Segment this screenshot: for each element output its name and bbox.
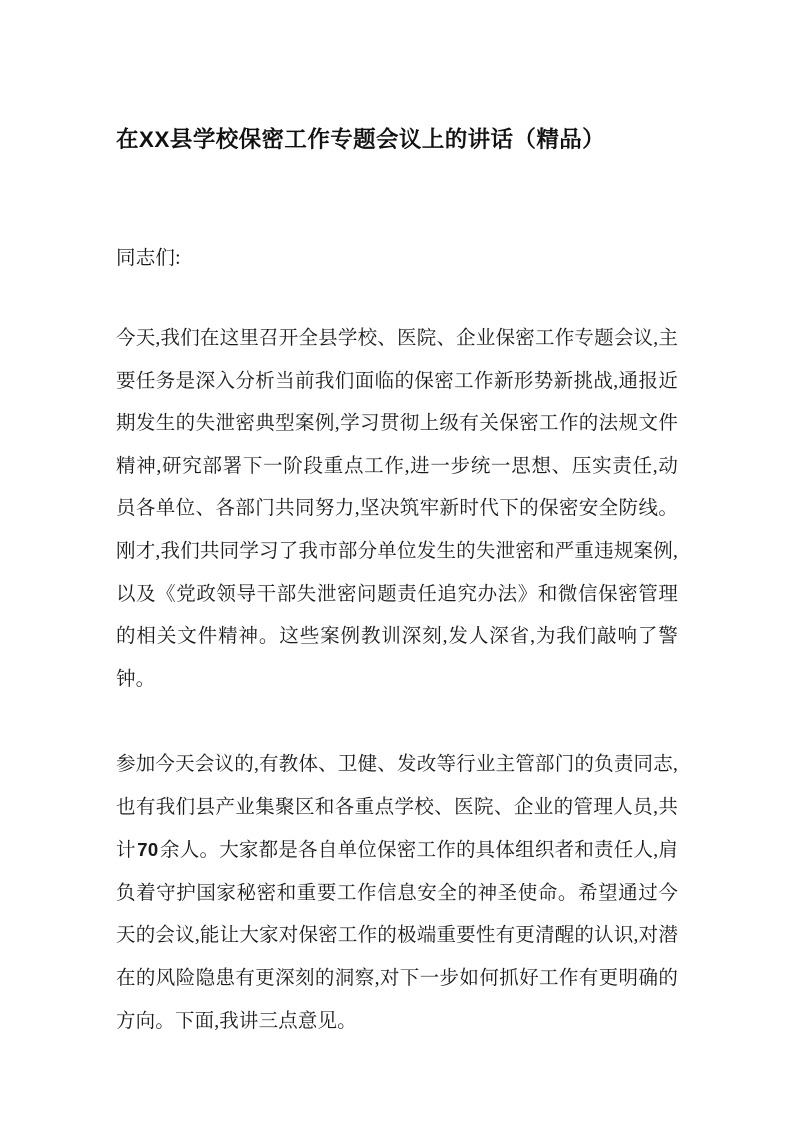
paragraph-2-text-after-count: 余人。大家都是各自单位保密工作的具体组织者和责任人,肩负着守护国家秘密和重要工作信息安全的神圣使命。希望通过今天的会议,能让大家对保密工作的极端重要性有更清醒的认识,对潜在的风险隐患有更深刻的洞察,对下一步如何抓好工作有更明确的方向。下面,我讲三点意见。 bbox=[116, 840, 678, 1032]
salutation: 同志们: bbox=[116, 248, 181, 269]
paragraph-2-text-before-count: 参加今天会议的,有教体、卫健、发改等行业主管部门的负责同志,也有我们县产业集聚区和各重点学校、医院、企业的管理人员,共计 bbox=[116, 754, 678, 862]
title-suffix: 县学校保密工作专题会议上的讲话（精品） bbox=[169, 127, 606, 152]
attendee-count: 70 bbox=[137, 839, 159, 861]
body-paragraph-2 bbox=[116, 744, 678, 1043]
body-paragraph-1: 今天,我们在这里召开全县学校、医院、企业保密工作专题会议,主要任务是深入分析当前我们面临的保密工作新形势新挑战,通报近期发生的失泄密典型案例,学习贯彻上级有关保密工作的法规文件精神,研究部署下一阶段重点工作,进一步统一思想、压实责任,动员各单位、各部门共同努力,坚决筑牢新时代下的保密安全防线。刚才,我们共同学习了我市部分单位发生的失泄密和严重违规案例,以及《党政领导干部失泄密问题责任追究办法》和微信保密管理的相关文件精神。这些案例教训深刻,发人深省,为我们敲响了警钟。 bbox=[116, 328, 678, 690]
page-title bbox=[116, 124, 678, 156]
title-prefix: 在 bbox=[116, 127, 139, 152]
title-placeholder: XX bbox=[138, 127, 170, 152]
